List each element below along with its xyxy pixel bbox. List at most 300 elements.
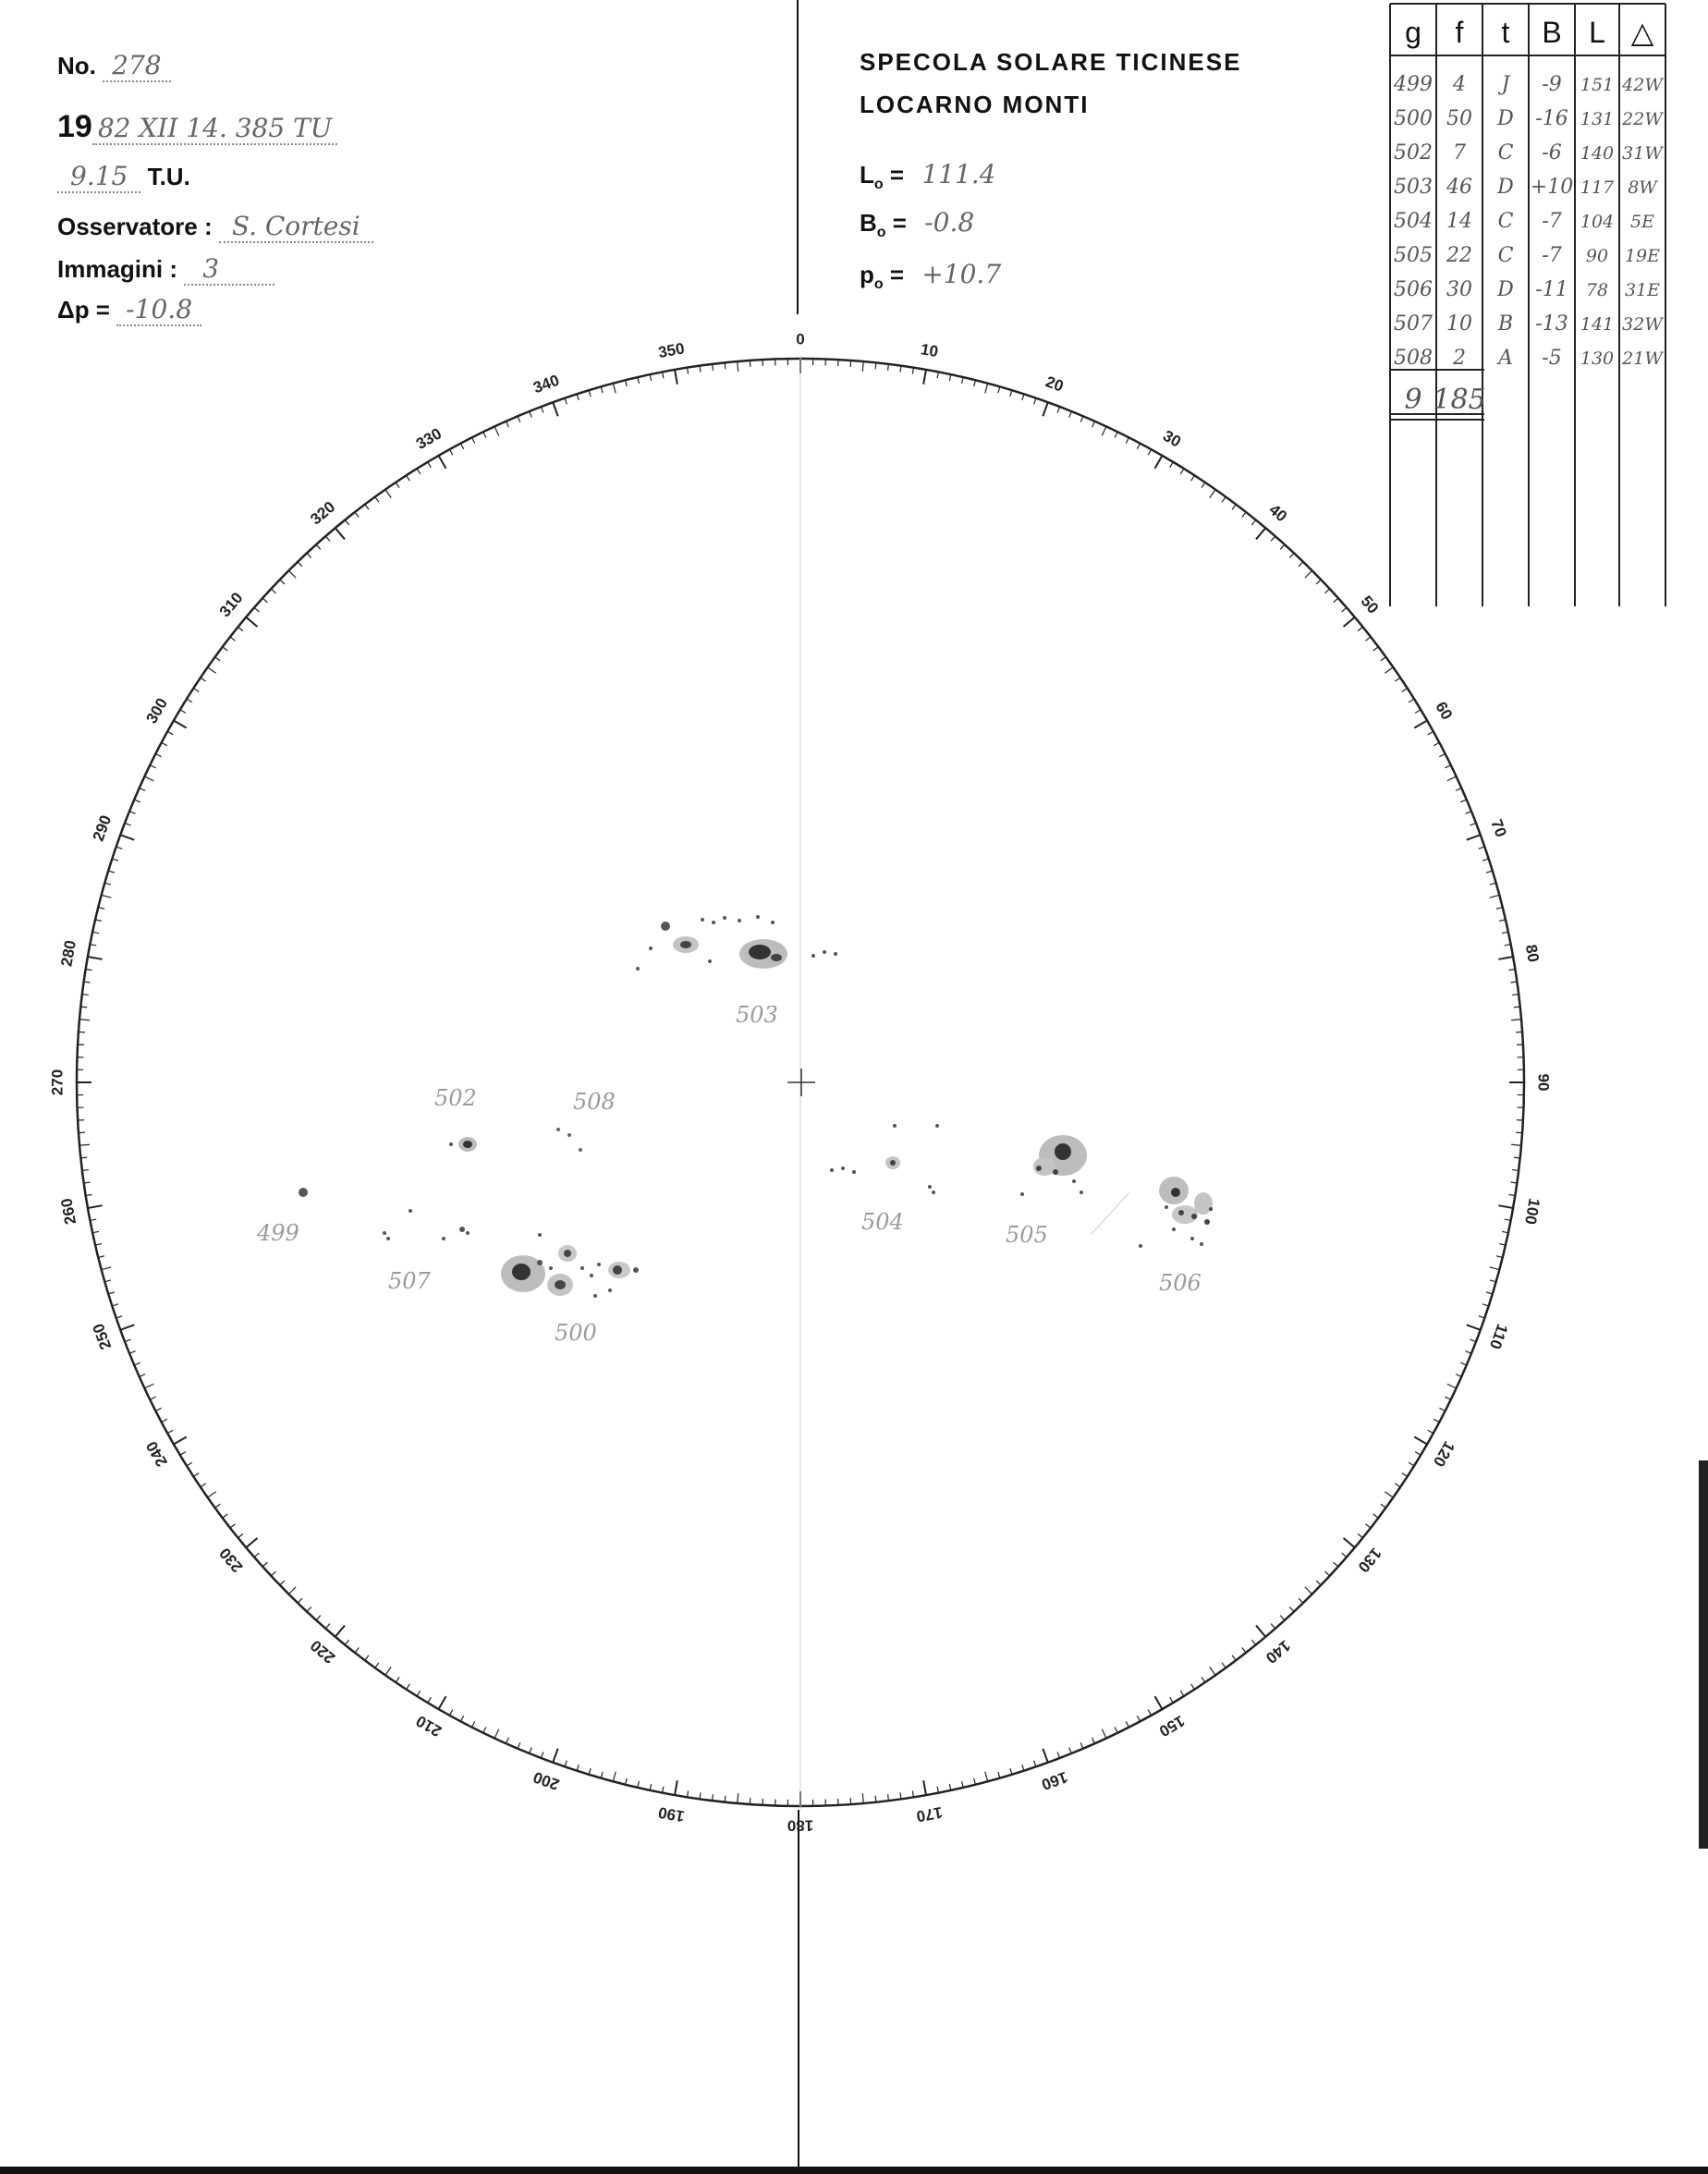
disk-tick (307, 1607, 311, 1612)
scan-bottom-border (0, 2167, 1708, 2174)
disk-tick (518, 1742, 520, 1748)
disk-tick (88, 957, 103, 959)
disk-tick (355, 1647, 359, 1653)
table-cell: 22W (1622, 109, 1663, 129)
group-label-507: 507 (388, 1268, 431, 1294)
B0-label: B (860, 209, 877, 237)
disk-tick (1299, 562, 1303, 567)
disk-tick (1415, 710, 1421, 714)
disk-tick (1456, 788, 1461, 791)
table-cell: 31E (1624, 280, 1661, 300)
group-label-502: 502 (434, 1085, 477, 1111)
disk-tick (650, 374, 651, 381)
disk-tick (1222, 497, 1226, 503)
L0-eq: = (889, 161, 905, 189)
disk-tick (108, 871, 115, 873)
table-cell: -7 (1542, 210, 1562, 233)
disk-tick (613, 1772, 616, 1782)
disk-tick (862, 1793, 863, 1803)
table-header-cell: g (1405, 16, 1421, 49)
table-cell: 7 (1453, 141, 1466, 165)
disk-tick (1434, 1419, 1439, 1422)
disk-tick (125, 823, 131, 825)
disk-tick (962, 377, 964, 384)
disk-tick (288, 570, 296, 578)
disk-tick (1428, 1430, 1434, 1433)
disk-tick (345, 519, 348, 524)
disk-tick (102, 895, 112, 898)
table-cell: D (1497, 278, 1514, 301)
disk-degree-label: 80 (1521, 943, 1543, 964)
sunspot-group-506 (1139, 1177, 1213, 1248)
table-cell: 130 (1580, 348, 1615, 369)
disk-tick (1137, 1716, 1140, 1721)
table-cell: 2 (1453, 347, 1466, 370)
disk-tick (1069, 411, 1072, 417)
disk-tick (230, 637, 236, 641)
disk-tick (1465, 812, 1470, 814)
disk-tick (589, 1768, 591, 1775)
disk-tick (144, 776, 153, 781)
table-cell: D (1497, 107, 1514, 130)
table-cell: 90 (1585, 246, 1609, 266)
disk-degree-label: 90 (1534, 1073, 1553, 1092)
disk-tick (1470, 823, 1476, 825)
disk-tick (1434, 742, 1439, 745)
table-cell: 506 (1394, 278, 1433, 301)
disk-tick (974, 380, 976, 386)
disk-tick (162, 1419, 167, 1422)
table-cell: C (1497, 141, 1514, 165)
disk-tick (1316, 580, 1321, 584)
group-label-500: 500 (555, 1320, 597, 1346)
disk-tick (385, 1667, 391, 1675)
disk-degree-label: 50 (1357, 592, 1383, 617)
disk-tick (155, 754, 161, 757)
disk-tick (1202, 482, 1205, 488)
disk-tick (1180, 1691, 1184, 1696)
disk-tick (713, 1794, 714, 1801)
disk-degree-label: 290 (89, 812, 116, 844)
disk-tick (120, 835, 134, 839)
disk-tick (962, 1781, 964, 1788)
group-label-506: 506 (1159, 1270, 1202, 1296)
disk-tick (102, 1267, 112, 1270)
disk-tick (565, 398, 567, 405)
disk-tick (1222, 1663, 1226, 1668)
disk-tick (1385, 1492, 1393, 1497)
date-value: 82 XII 14. 385 TU (92, 113, 338, 145)
sunspot-group-503 (636, 915, 837, 971)
disk-tick (1402, 1473, 1408, 1477)
table-cell: -11 (1535, 278, 1568, 301)
disk-tick (150, 765, 155, 768)
disk-tick (1148, 1710, 1151, 1716)
disk-tick (223, 1514, 228, 1518)
disk-degree-label: 350 (656, 339, 687, 362)
disk-degree-label: 260 (57, 1196, 80, 1227)
disk-tick (1467, 1325, 1481, 1329)
table-cell: 5E (1630, 212, 1654, 232)
table-cell: 502 (1394, 141, 1433, 165)
table-cell: D (1497, 176, 1514, 199)
disk-degree-label: 140 (1262, 1636, 1294, 1667)
disk-tick (215, 1504, 221, 1508)
disk-tick (1514, 1007, 1520, 1008)
sunspot-group-508 (556, 1128, 582, 1152)
table-cell: -16 (1535, 107, 1568, 130)
disk-tick (254, 1553, 259, 1557)
disk-tick (307, 553, 311, 557)
disk-tick (230, 1524, 236, 1528)
disk-tick (1373, 647, 1379, 651)
disk-tick (246, 617, 257, 627)
disk-tick (201, 1484, 206, 1487)
disk-tick (271, 589, 275, 593)
disk-tick (530, 411, 532, 417)
table-header-cell: △ (1630, 16, 1654, 49)
disk-tick (174, 1437, 187, 1445)
disk-tick (494, 426, 499, 435)
disk-tick (1155, 1696, 1163, 1709)
sunspot-group-502 (449, 1137, 477, 1152)
disk-tick (1299, 1598, 1303, 1603)
table-cell: 503 (1394, 176, 1433, 199)
table-cell: 4 (1453, 73, 1466, 96)
disk-degree-label: 220 (307, 1636, 339, 1667)
disk-tick (1381, 1504, 1386, 1508)
sunspot-group-505 (1020, 1135, 1087, 1196)
table-cell: 508 (1394, 347, 1433, 370)
disk-tick (1232, 1655, 1236, 1661)
disk-tick (1280, 1616, 1285, 1620)
disk-tick (1232, 505, 1236, 510)
disk-tick (1256, 1626, 1265, 1637)
sunspot-group-500 (501, 1233, 639, 1298)
disk-tick (1344, 617, 1355, 627)
disk-tick (1365, 637, 1371, 641)
disk-tick (271, 1571, 275, 1576)
disk-tick (1414, 1437, 1427, 1445)
number-value: 278 (103, 50, 170, 82)
disk-tick (1381, 657, 1386, 661)
disk-tick (1334, 598, 1338, 603)
disk-tick (82, 1170, 89, 1171)
disk-degree-label: 270 (48, 1069, 67, 1096)
disk-tick (439, 456, 446, 469)
disk-tick (1202, 1677, 1205, 1682)
disk-tick (1460, 800, 1466, 802)
disk-tick (365, 1655, 369, 1661)
disk-tick (472, 1721, 475, 1727)
disk-tick (1395, 678, 1400, 681)
disk-tick (923, 1780, 926, 1795)
disk-tick (336, 528, 345, 539)
disk-tick (577, 1765, 579, 1771)
disk-tick (1271, 1624, 1275, 1629)
table-cell: 46 (1446, 176, 1472, 199)
disk-tick (1010, 1768, 1012, 1775)
disk-tick (1467, 835, 1481, 839)
disk-tick (92, 932, 99, 933)
disk-tick (1365, 1524, 1371, 1528)
disk-tick (638, 377, 640, 384)
disk-tick (1170, 462, 1174, 468)
table-total-cell: 185 (1433, 384, 1486, 416)
disk-tick (325, 1624, 330, 1629)
disk-tick (150, 1397, 155, 1399)
disk-tick (1080, 416, 1083, 421)
table-cell: 140 (1580, 143, 1615, 164)
disk-degree-label: 230 (215, 1544, 247, 1576)
scan-right-edge-mark (1699, 1460, 1708, 1849)
disk-tick (638, 1781, 640, 1788)
disk-tick (541, 1752, 543, 1758)
disk-tick (417, 469, 421, 474)
disk-degree-label: 160 (1039, 1767, 1070, 1794)
table-cell: 507 (1394, 312, 1433, 336)
disk-tick (1305, 570, 1312, 578)
disk-tick (888, 364, 889, 371)
disk-tick (1456, 1374, 1461, 1377)
table-cell: -9 (1542, 73, 1562, 96)
disk-tick (180, 1452, 186, 1456)
disk-degree-label: 10 (919, 340, 940, 361)
disk-tick (1210, 490, 1215, 498)
disk-tick (1305, 1587, 1312, 1594)
disk-tick (254, 607, 259, 612)
disk-tick (407, 475, 410, 481)
P0-eq: = (889, 261, 905, 288)
table-cell: 50 (1446, 107, 1472, 130)
disk-tick (298, 562, 302, 567)
disk-tick (396, 1677, 399, 1682)
disk-degree-label: 250 (89, 1321, 116, 1352)
disk-tick (1447, 1384, 1457, 1388)
disk-tick (155, 1408, 161, 1411)
disk-tick (120, 1325, 134, 1329)
disk-degree-label: 60 (1432, 699, 1457, 723)
L0-value: 111.4 (921, 159, 996, 189)
disk-tick (396, 482, 399, 488)
disk-tick (1242, 512, 1246, 518)
disk-tick (460, 444, 463, 449)
disk-tick (1511, 1144, 1521, 1145)
disk-tick (1102, 1729, 1106, 1739)
table-cell: 117 (1580, 177, 1615, 198)
disk-tick (162, 742, 167, 745)
disk-tick (1092, 1738, 1095, 1743)
disk-degree-label: 310 (215, 589, 247, 621)
disk-tick (193, 1473, 199, 1477)
disk-tick (675, 370, 677, 385)
disk-degree-label: 70 (1487, 816, 1510, 840)
disk-tick (167, 731, 173, 734)
number-label: No. (57, 52, 96, 79)
L0-sub: o (873, 177, 884, 193)
disk-tick (129, 1351, 135, 1354)
disk-tick (407, 1684, 410, 1690)
disk-tick (1514, 1157, 1520, 1158)
disk-tick (428, 1697, 432, 1703)
disk-tick (1395, 1484, 1400, 1487)
disk-tick (923, 370, 926, 385)
disk-degree-label: 190 (656, 1802, 687, 1826)
disk-tick (725, 1796, 726, 1802)
table-cell: -5 (1542, 347, 1562, 370)
disk-tick (180, 710, 186, 714)
disk-tick (187, 1462, 192, 1466)
disk-tick (262, 598, 267, 603)
disk-tick (1479, 847, 1485, 849)
table-cell: 19E (1624, 246, 1661, 266)
disk-degree-label: 300 (142, 694, 172, 727)
institution-line-1: SPECOLA SOLARE TICINESE (860, 48, 1242, 76)
disk-tick (439, 1696, 446, 1709)
disk-center-cross (787, 1069, 815, 1096)
disk-tick (280, 580, 285, 584)
disk-tick (355, 512, 359, 518)
disk-tick (1115, 432, 1117, 437)
disk-tick (1251, 1640, 1255, 1644)
disk-tick (316, 1616, 321, 1620)
disk-tick (215, 657, 221, 661)
disk-tick (1191, 1684, 1195, 1690)
disk-tick (1498, 1205, 1513, 1208)
disk-tick (577, 394, 579, 400)
observer-label: Osservatore : (57, 213, 213, 240)
disk-tick (725, 362, 726, 369)
disk-tick (375, 497, 379, 503)
disk-tick (1137, 444, 1140, 449)
disk-tick (1022, 394, 1024, 400)
disk-tick (140, 788, 145, 791)
disk-tick (1043, 1749, 1047, 1763)
disk-tick (1445, 765, 1450, 768)
table-header-cell: f (1455, 16, 1464, 49)
disk-tick (713, 364, 714, 371)
disk-tick (1022, 1765, 1024, 1771)
disk-tick (1428, 731, 1434, 734)
disk-tick (80, 1157, 87, 1158)
disk-degree-label: 240 (142, 1437, 172, 1471)
group-label-504: 504 (861, 1209, 904, 1235)
disk-tick (167, 1430, 173, 1433)
disk-tick (449, 1710, 452, 1716)
disk-degree-label: 330 (412, 424, 445, 454)
disk-tick (1499, 920, 1506, 922)
disk-tick (140, 1374, 145, 1377)
disk-tick (1344, 1538, 1355, 1547)
disk-tick (1486, 1292, 1493, 1294)
disk-tick (985, 1772, 988, 1782)
institution-line-2: LOCARNO MONTI (860, 91, 1090, 118)
disk-tick (92, 1231, 99, 1232)
disk-tick (1325, 589, 1330, 593)
disk-tick (174, 721, 187, 728)
disk-tick (626, 1778, 628, 1785)
disk-tick (208, 667, 216, 673)
disk-tick (1280, 544, 1285, 549)
L0-label: L (860, 161, 874, 189)
P0-value: +10.7 (921, 259, 1002, 289)
disk-tick (1170, 1697, 1174, 1703)
table-cell: 505 (1394, 244, 1433, 267)
disk-degree-label: 280 (57, 938, 80, 969)
disk-tick (1069, 1747, 1072, 1753)
table-cell: A (1498, 347, 1513, 370)
disk-tick (565, 1761, 567, 1767)
disk-tick (1115, 1727, 1117, 1732)
disk-tick (449, 449, 452, 455)
table-header-cell: B (1542, 16, 1562, 49)
disk-degree-label: 200 (531, 1767, 562, 1794)
table-total-cell: 9 (1404, 384, 1422, 416)
disk-tick (262, 1562, 267, 1567)
disk-tick (875, 1796, 876, 1802)
disk-tick (1057, 407, 1060, 413)
disk-tick (336, 1626, 345, 1637)
table-cell: 30 (1446, 278, 1472, 301)
disk-tick (1496, 1256, 1503, 1258)
disk-tick (280, 1581, 285, 1585)
disk-degree-label: 30 (1160, 426, 1184, 451)
group-label-508: 508 (573, 1089, 616, 1115)
disk-tick (95, 1244, 102, 1246)
disk-tick (1414, 721, 1427, 728)
disk-tick (650, 1784, 651, 1790)
P0-label: p (860, 261, 874, 288)
disk-tick (1496, 908, 1503, 910)
disk-tick (1415, 1452, 1421, 1456)
disk-tick (1502, 1231, 1508, 1232)
table-cell: 504 (1394, 210, 1433, 233)
disk-degree-label: 100 (1520, 1196, 1543, 1227)
disk-tick (1126, 437, 1128, 443)
table-cell: 500 (1394, 107, 1433, 130)
disk-tick (246, 1538, 257, 1547)
disk-tick (208, 1492, 216, 1497)
table-cell: 141 (1580, 314, 1615, 335)
disk-tick (530, 1747, 532, 1753)
table-cell: J (1501, 73, 1510, 96)
table-cell: +10 (1530, 176, 1574, 199)
sunspot-group-507 (383, 1209, 470, 1240)
disk-tick (144, 1384, 153, 1388)
disk-tick (1210, 1667, 1215, 1675)
disk-tick (1180, 469, 1184, 474)
disk-tick (125, 1339, 131, 1342)
disk-tick (238, 627, 242, 630)
disk-tick (1342, 1553, 1347, 1557)
table-cell: -13 (1535, 312, 1568, 336)
disk-tick (129, 812, 135, 814)
disk-tick (1358, 1533, 1362, 1537)
table-cell: 42W (1622, 75, 1663, 95)
disk-tick (1034, 398, 1036, 405)
disk-tick (1342, 607, 1347, 612)
disk-tick (98, 908, 104, 910)
disk-tick (1256, 528, 1265, 539)
table-cell: B (1497, 312, 1514, 336)
disk-tick (201, 678, 206, 681)
disk-tick (1251, 519, 1255, 524)
disk-degree-label: 150 (1155, 1711, 1189, 1740)
disk-tick (483, 432, 486, 437)
disk-tick (1465, 1351, 1470, 1354)
disk-tick (134, 800, 140, 802)
disk-tick (1498, 957, 1513, 959)
